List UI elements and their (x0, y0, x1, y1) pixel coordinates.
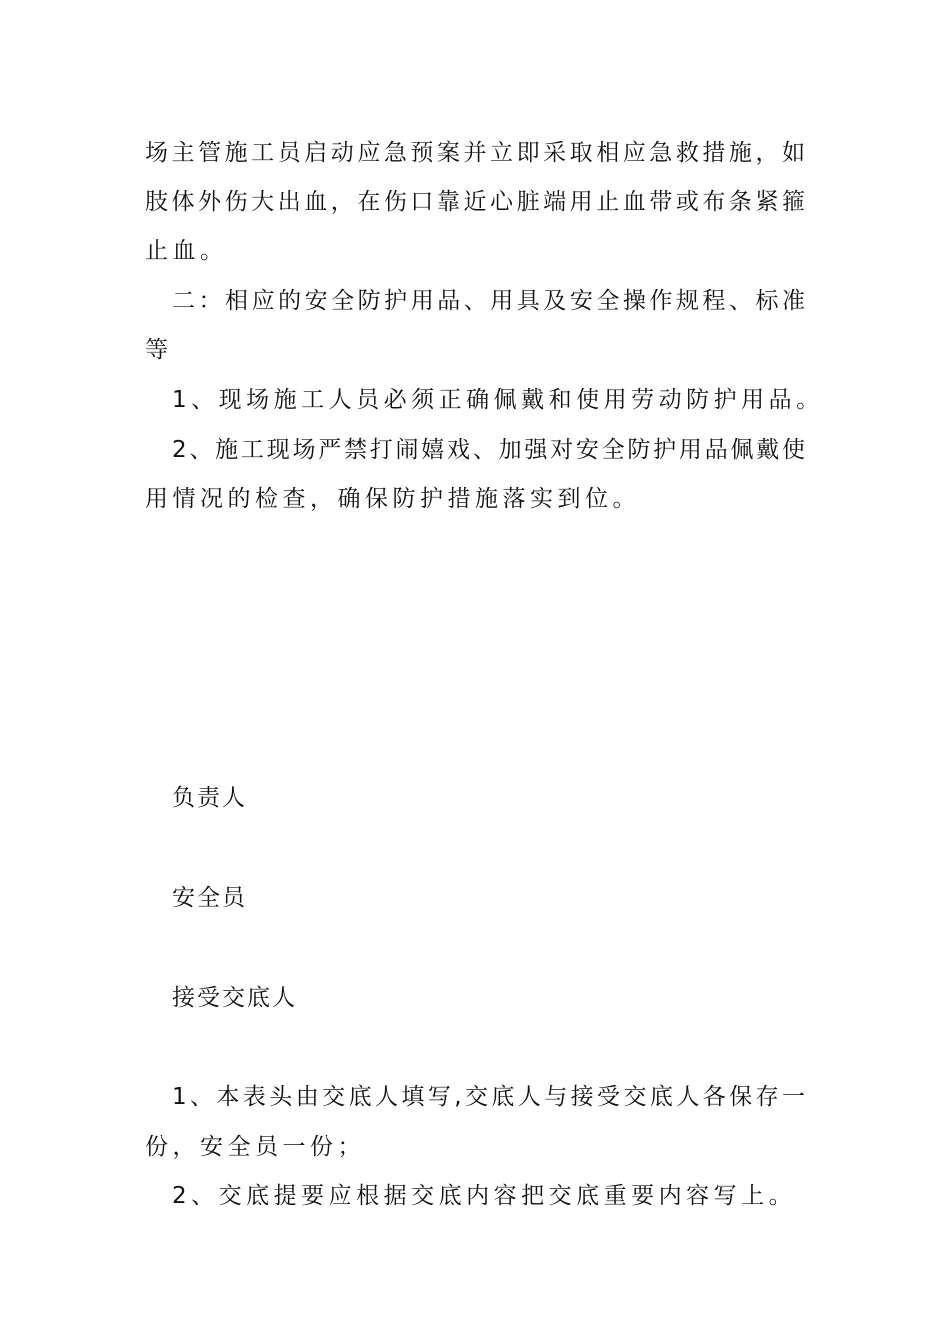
note-item: 1、本表头由交底人填写,交底人与接受交底人各保存一 (172, 1084, 805, 1110)
paragraph-line: 止血。 (145, 238, 228, 264)
note-item: 2、交底提要应根据交底内容把交底重要内容写上。 (172, 1183, 797, 1209)
signature-recipient: 接受交底人 (172, 985, 297, 1011)
paragraph-line: 场主管施工员启动应急预案并立即采取相应急救措施，如 (145, 140, 805, 166)
list-item-continued: 用情况的检查，确保防护措施落实到位。 (145, 486, 640, 512)
section-heading: 二：相应的安全防护用品、用具及安全操作规程、标准 (172, 288, 805, 314)
paragraph-line: 肢体外伤大出血，在伤口靠近心脏端用止血带或布条紧箍 (145, 189, 805, 215)
list-item: 2、施工现场严禁打闹嬉戏、加强对安全防护用品佩戴使 (172, 437, 805, 463)
section-heading-continued: 等 (145, 337, 173, 363)
note-item-continued: 份，安全员一份； (145, 1134, 365, 1160)
signature-safety-officer: 安全员 (172, 885, 247, 911)
signature-responsible-person: 负责人 (172, 785, 247, 811)
list-item: 1、现场施工人员必须正确佩戴和使用劳动防护用品。 (172, 387, 824, 413)
